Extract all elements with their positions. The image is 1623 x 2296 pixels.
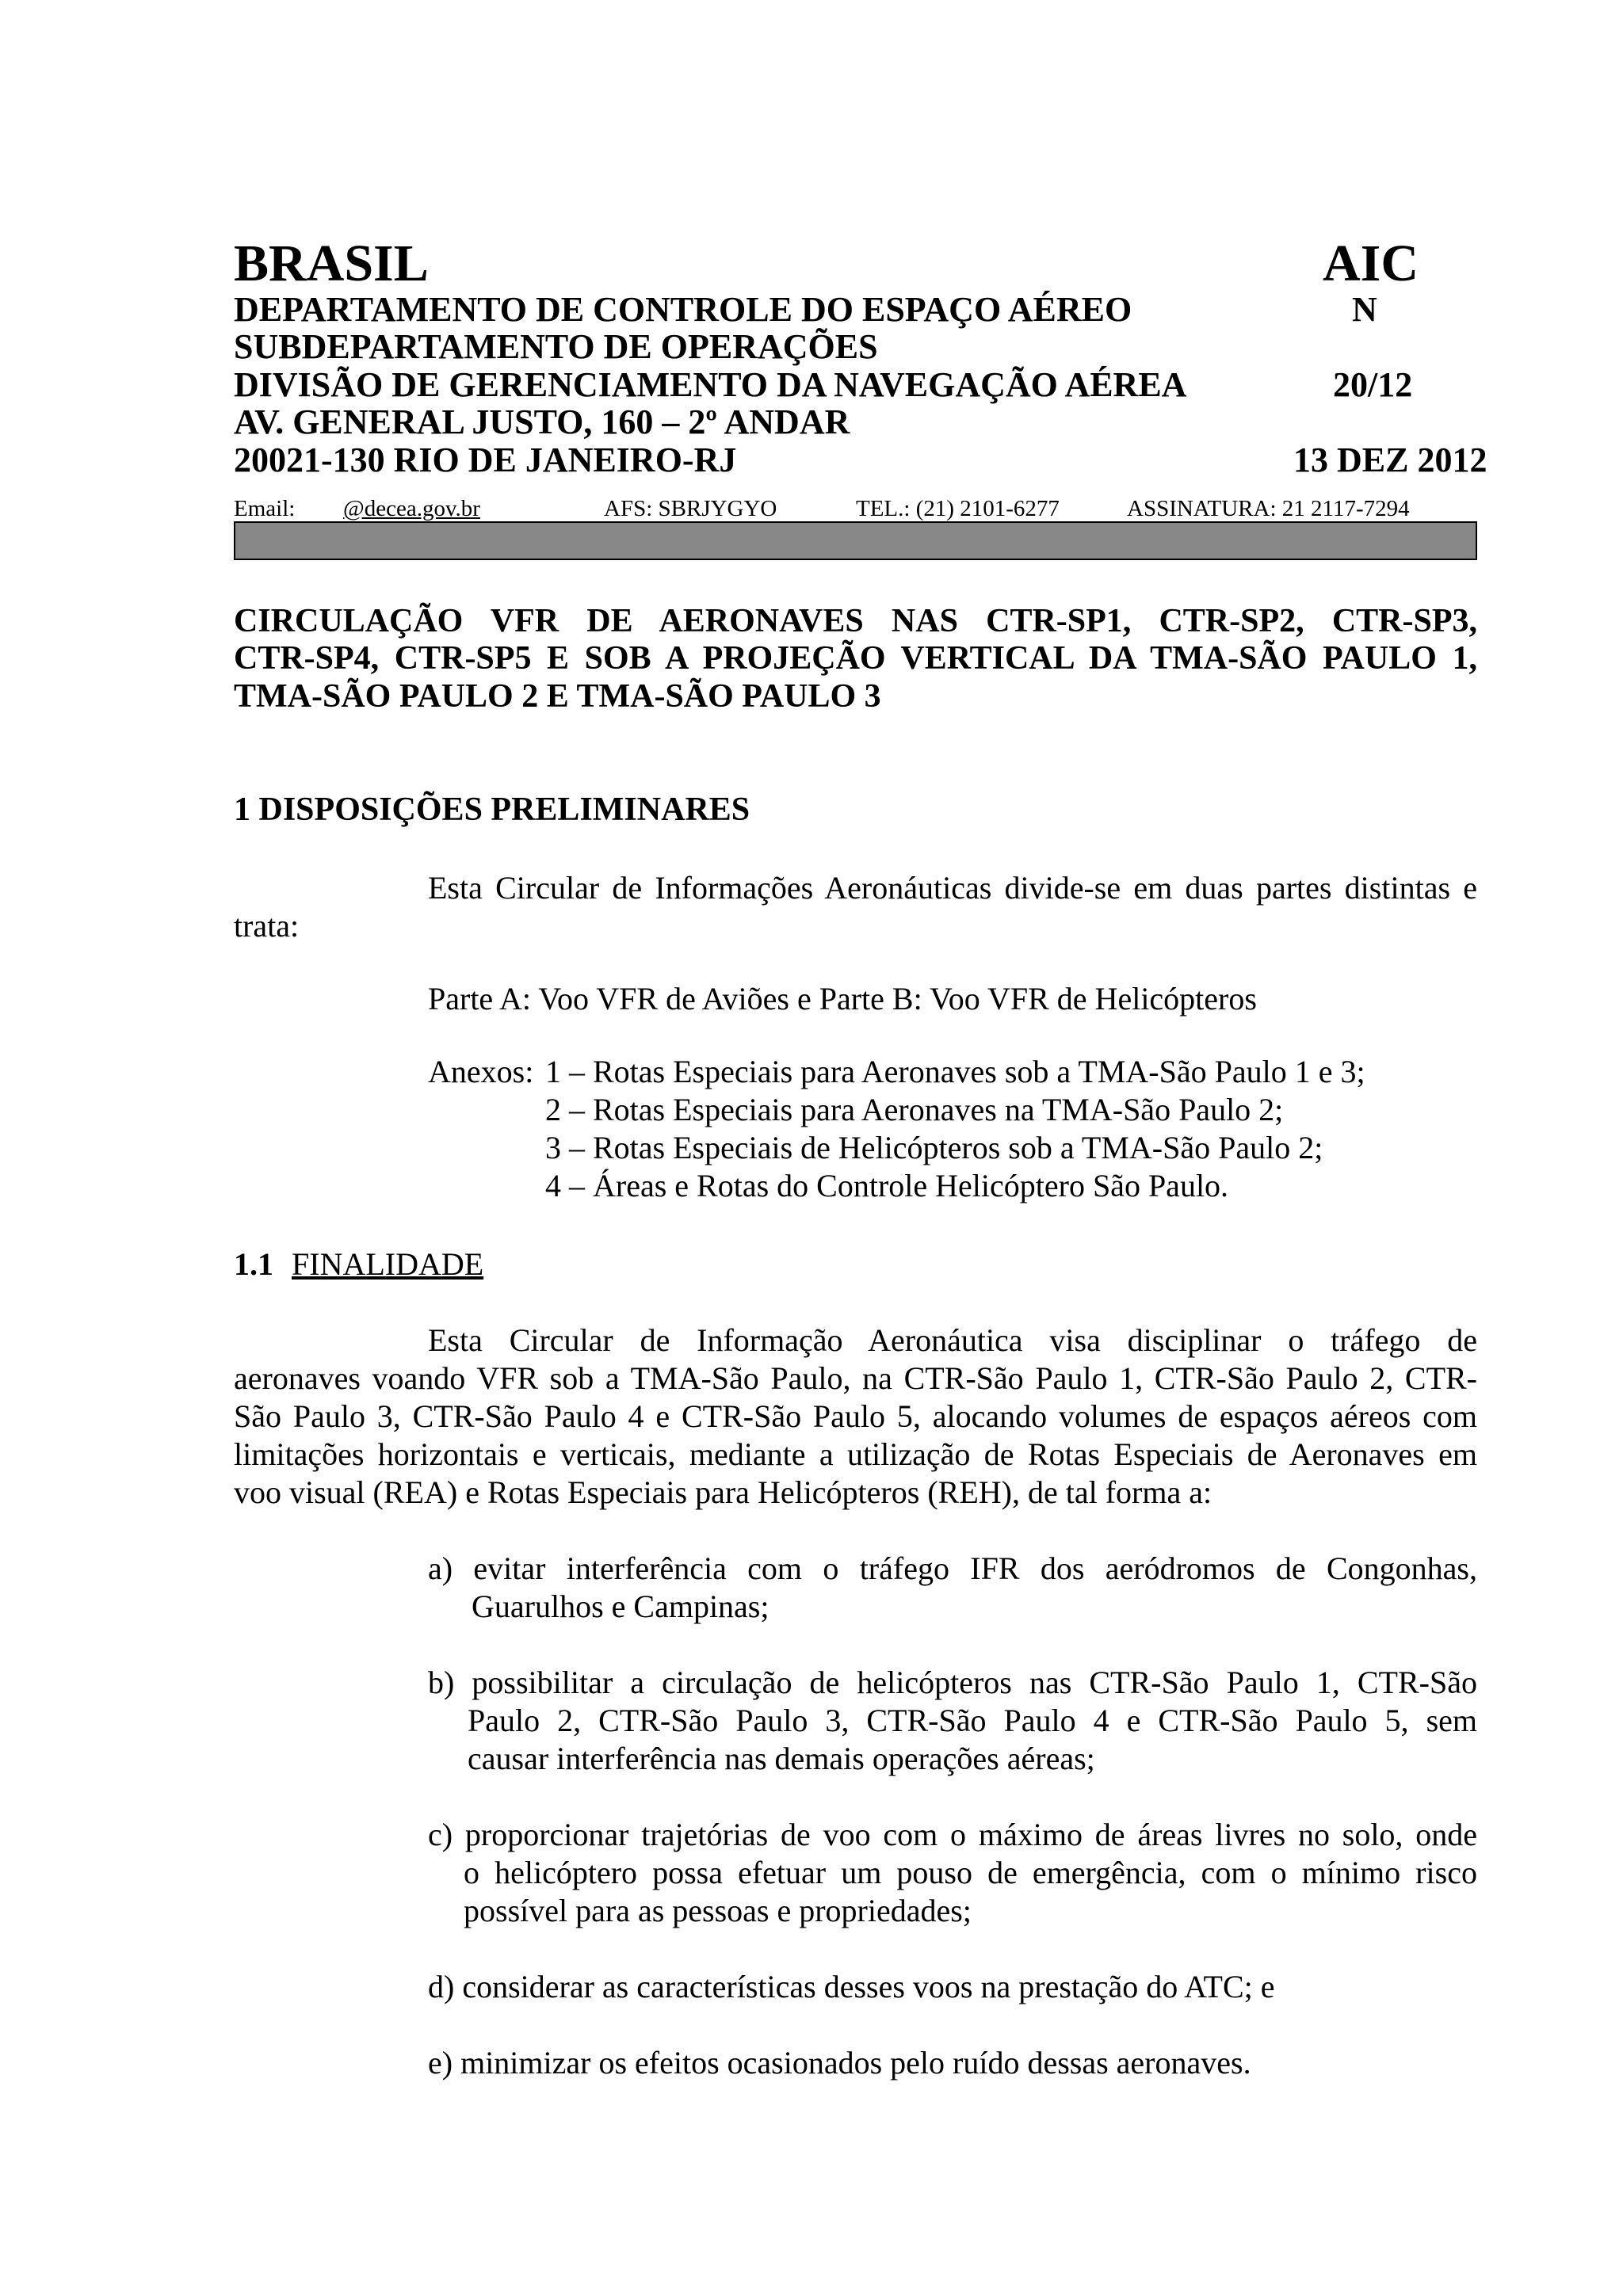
annex-item-1: 1 – Rotas Especiais para Aeronaves sob a TMA-São Paulo 1 e 3; bbox=[545, 1054, 1365, 1089]
document-title-line-2: CTR-SP4, CTR-SP5 E SOB A PROJEÇÃO VERTICAL DA TMA-SÃO PAULO 1, bbox=[234, 640, 1477, 677]
email-link[interactable]: @decea.gov.br bbox=[343, 496, 480, 521]
annex-item-4: 4 – Áreas e Rotas do Controle Helicóptero São Paulo. bbox=[545, 1168, 1229, 1203]
intro-line-1: Esta Circular de Informações Aeronáuticas divide-se em duas partes distintas e bbox=[428, 870, 1477, 906]
purpose-para-line-4: limitações horizontais e verticais, mediante a utilização de Rotas Especiais de Aeronaves em bbox=[234, 1436, 1477, 1472]
doc-series: N bbox=[1352, 290, 1377, 329]
purpose-para-line-2: aeronaves voando VFR sob a TMA-São Paulo, na CTR-São Paulo 1, CTR-São Paulo 2, CTR- bbox=[234, 1360, 1477, 1396]
subdepartment-name: SUBDEPARTAMENTO DE OPERAÇÕES bbox=[234, 327, 878, 366]
item-b-line-1: b) possibilitar a circulação de helicópteros nas CTR-São Paulo 1, CTR-São bbox=[428, 1665, 1477, 1700]
section-1-1-number: 1.1 bbox=[234, 1246, 273, 1282]
email-label: Email: bbox=[234, 496, 296, 521]
annexes-label: Anexos: bbox=[428, 1054, 534, 1089]
item-e-line-1: e) minimizar os efeitos ocasionados pelo ruído dessas aeronaves. bbox=[428, 2045, 1251, 2081]
item-a-line-1: a) evitar interferência com o tráfego IFR dos aeródromos de Congonhas, bbox=[428, 1550, 1477, 1586]
annex-item-2: 2 – Rotas Especiais para Aeronaves na TMA-São Paulo 2; bbox=[545, 1092, 1284, 1127]
doc-type: AIC bbox=[1323, 235, 1419, 292]
purpose-para-line-3: São Paulo 3, CTR-São Paulo 4 e CTR-São Paulo 5, alocando volumes de espaços aéreos com bbox=[234, 1398, 1477, 1434]
item-a-line-2: Guarulhos e Campinas; bbox=[472, 1589, 769, 1624]
telephone: TEL.: (21) 2101-6277 bbox=[856, 496, 1060, 521]
doc-date: 13 DEZ 2012 bbox=[1293, 441, 1487, 479]
document-title-line-1: CIRCULAÇÃO VFR DE AERONAVES NAS CTR-SP1, CTR-SP2, CTR-SP3, bbox=[234, 603, 1477, 639]
section-1-1-heading: FINALIDADE bbox=[292, 1246, 484, 1282]
city-line: 20021-130 RIO DE JANEIRO-RJ bbox=[234, 441, 737, 479]
doc-number: 20/12 bbox=[1333, 365, 1413, 404]
intro-line-2: trata: bbox=[234, 908, 300, 944]
parts-line: Parte A: Voo VFR de Aviões e Parte B: Voo VFR de Helicópteros bbox=[428, 981, 1257, 1016]
signature-phone: ASSINATURA: 21 2117-7294 bbox=[1127, 496, 1410, 521]
annex-item-3: 3 – Rotas Especiais de Helicópteros sob a TMA-São Paulo 2; bbox=[545, 1130, 1323, 1165]
department-name: DEPARTAMENTO DE CONTROLE DO ESPAÇO AÉREO bbox=[234, 290, 1132, 329]
item-b-line-2: Paulo 2, CTR-São Paulo 3, CTR-São Paulo 4 e CTR-São Paulo 5, sem bbox=[468, 1703, 1477, 1738]
item-d-line-1: d) considerar as características desses voos na prestação do ATC; e bbox=[428, 1969, 1275, 2004]
purpose-para-line-1: Esta Circular de Informação Aeronáutica visa disciplinar o tráfego de bbox=[428, 1322, 1477, 1358]
document-title-line-3: TMA-SÃO PAULO 2 E TMA-SÃO PAULO 3 bbox=[234, 678, 881, 715]
item-b-line-3: causar interferência nas demais operações aéreas; bbox=[468, 1741, 1095, 1776]
item-c-line-1: c) proporcionar trajetórias de voo com o máximo de áreas livres no solo, onde bbox=[428, 1817, 1477, 1852]
address-line: AV. GENERAL JUSTO, 160 – 2º ANDAR bbox=[234, 402, 850, 441]
item-c-line-3: possível para as pessoas e propriedades; bbox=[464, 1893, 972, 1928]
section-1-heading: 1 DISPOSIÇÕES PRELIMINARES bbox=[234, 791, 750, 828]
afs-address: AFS: SBRJYGYO bbox=[604, 496, 777, 521]
header-divider-bar bbox=[234, 521, 1477, 560]
item-c-line-2: o helicóptero possa efetuar um pouso de emergência, com o mínimo risco bbox=[464, 1855, 1477, 1890]
purpose-para-line-5: voo visual (REA) e Rotas Especiais para Helicópteros (REH), de tal forma a: bbox=[234, 1474, 1212, 1510]
division-name: DIVISÃO DE GERENCIAMENTO DA NAVEGAÇÃO AÉREA bbox=[234, 365, 1187, 404]
country-name: BRASIL bbox=[234, 235, 429, 292]
